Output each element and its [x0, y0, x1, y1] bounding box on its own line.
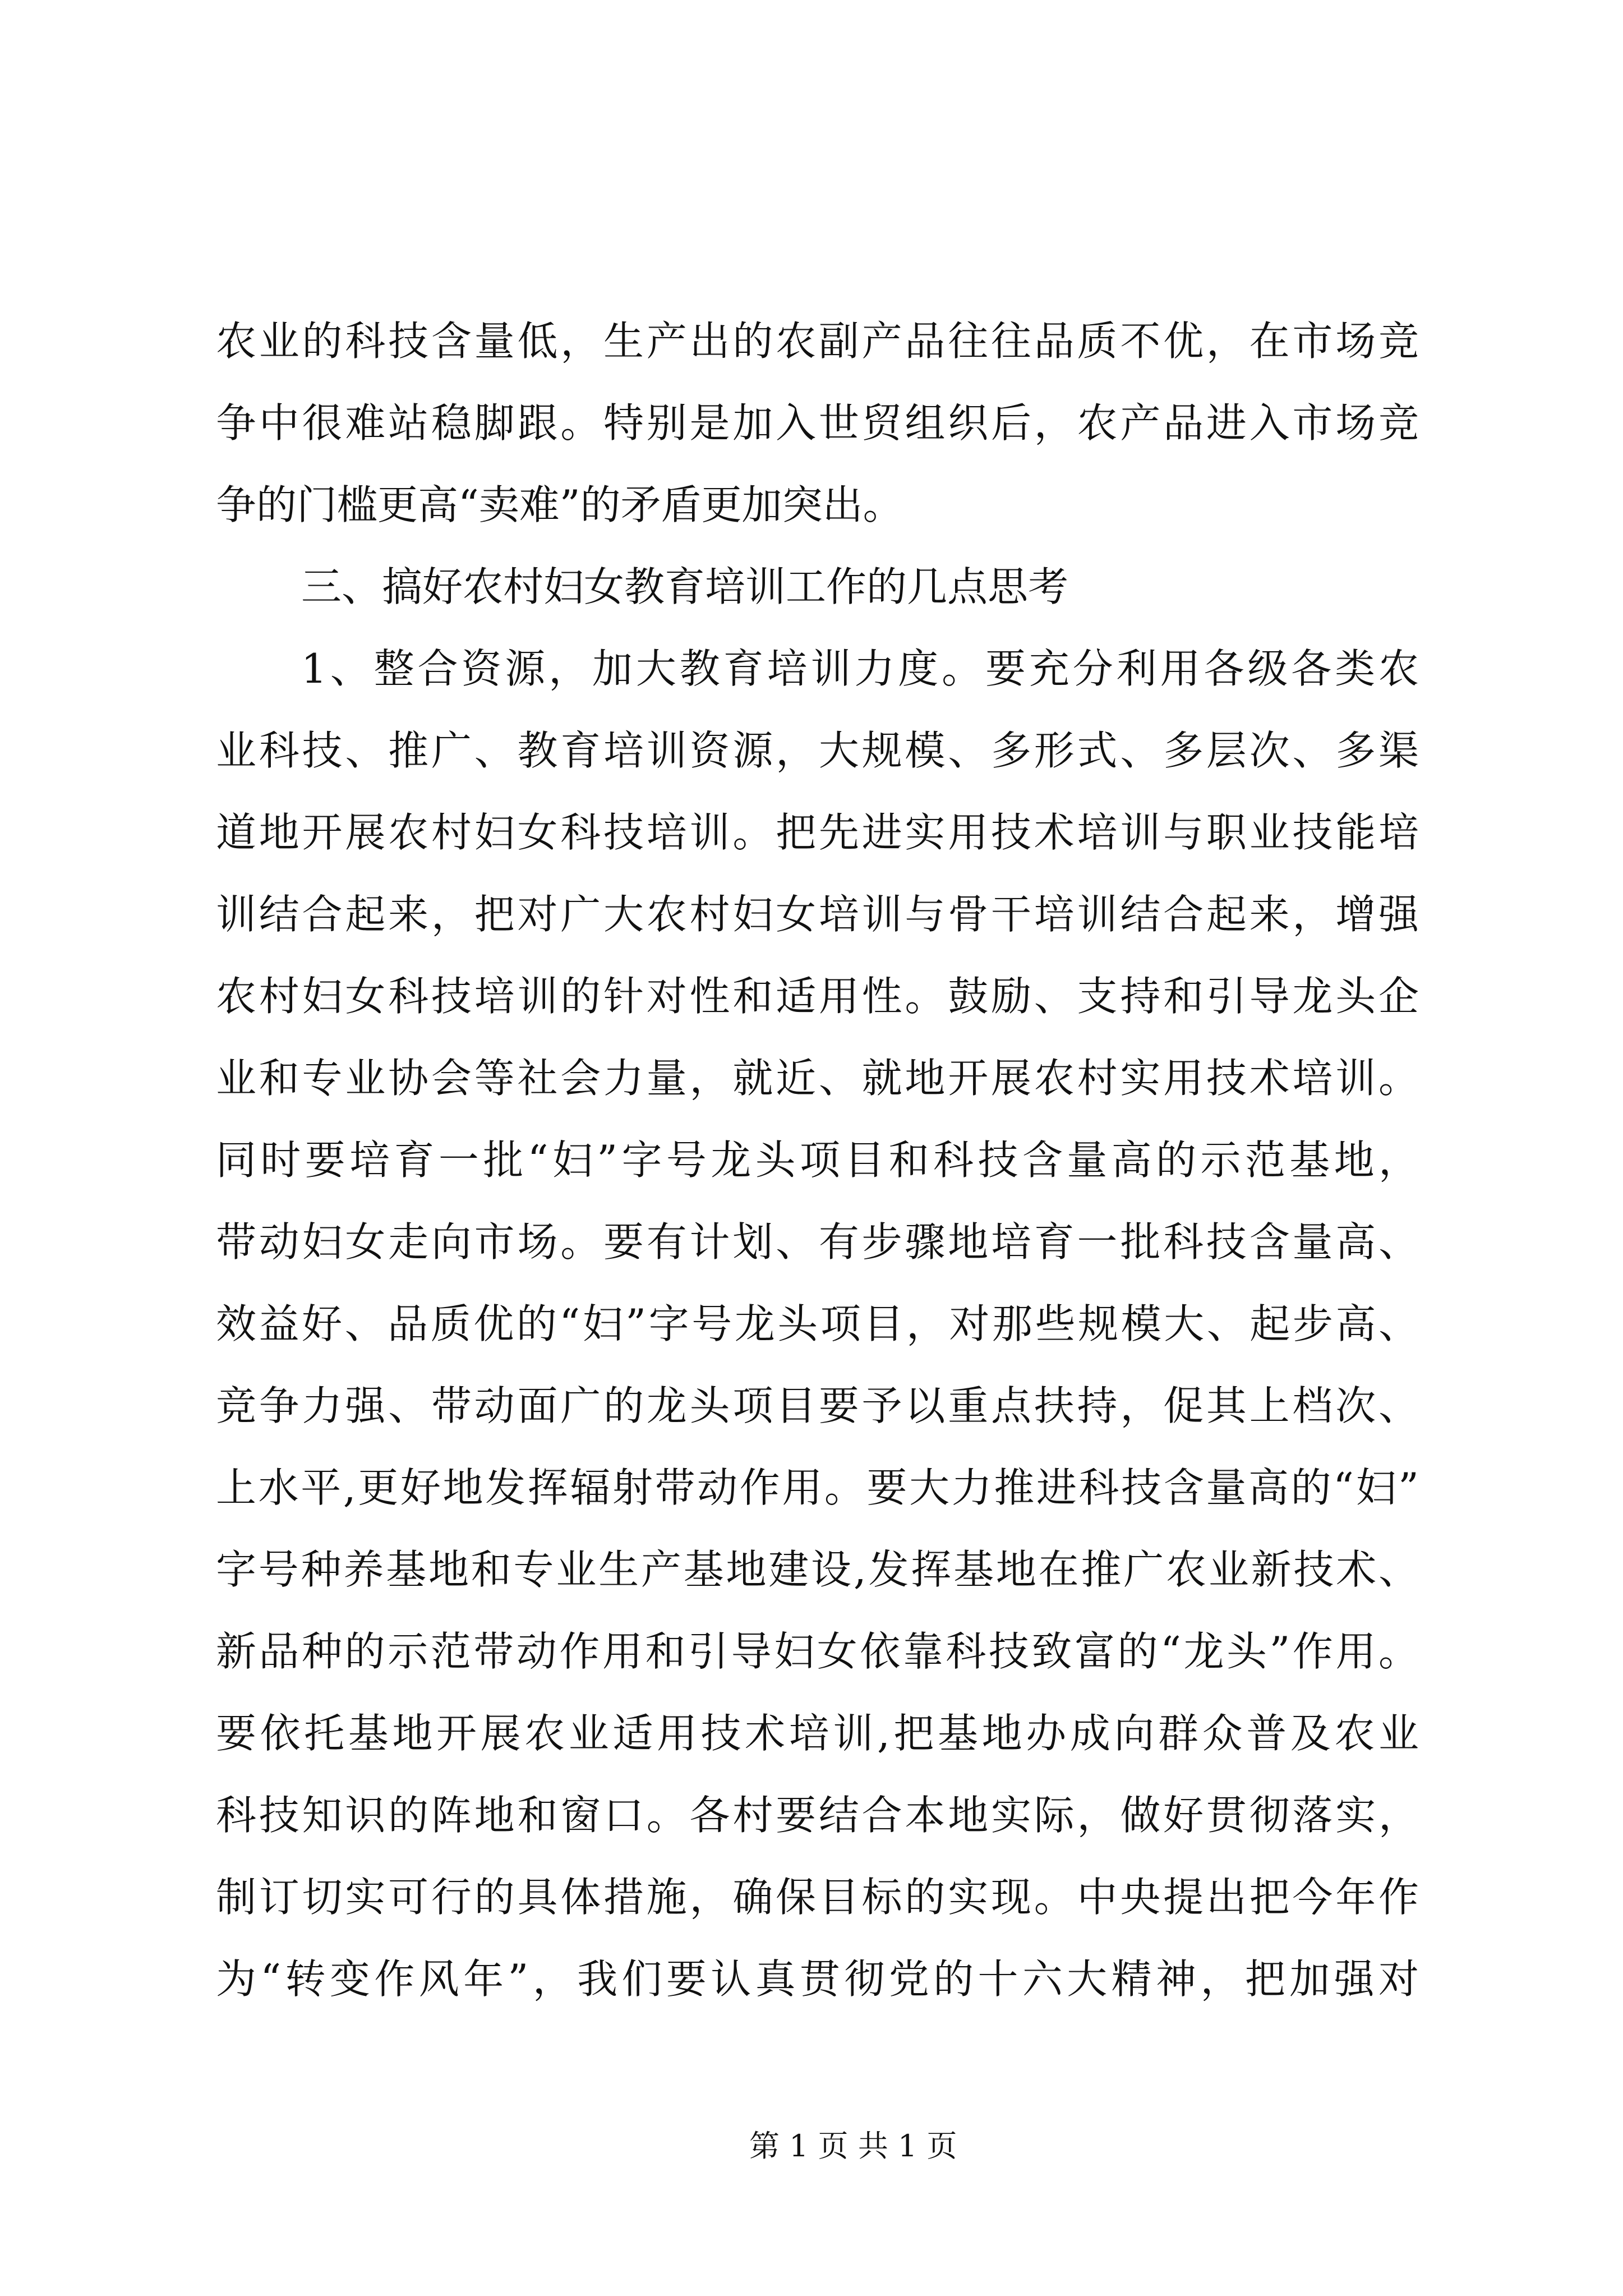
text-line: 要依托基地开展农业适用技术培训,把基地办成向群众普及农业	[216, 1710, 1419, 1757]
text-line: 上水平,更好地发挥辐射带动作用。要大力推进科技含量高的“妇”	[216, 1464, 1419, 1511]
text-line: 农村妇女科技培训的针对性和适用性。鼓励、支持和引导龙头企	[216, 973, 1419, 1020]
text-line: 为“转变作风年”，我们要认真贯彻党的十六大精神，把加强对	[216, 1955, 1419, 2003]
text-line: 业和专业协会等社会力量，就近、就地开展农村实用技术培训。	[216, 1055, 1419, 1102]
text-line: 科技知识的阵地和窗口。各村要结合本地实际，做好贯彻落实，	[216, 1792, 1419, 1839]
text-line: 道地开展农村妇女科技培训。把先进实用技术培训与职业技能培	[216, 809, 1419, 856]
page-number-label: 第 1 页 共 1 页	[749, 2128, 957, 2164]
continuation-paragraph	[216, 300, 1419, 546]
text-line: 带动妇女走向市场。要有计划、有步骤地培育一批科技含量高、	[216, 1218, 1419, 1266]
page-footer	[749, 2124, 957, 2169]
text-line: 业科技、推广、教育培训资源，大规模、多形式、多层次、多渠	[216, 727, 1419, 774]
body-paragraph	[216, 628, 1419, 2020]
text-line: 竞争力强、带动面广的龙头项目要予以重点扶持，促其上档次、	[216, 1382, 1419, 1429]
text-line: 训结合起来，把对广大农村妇女培训与骨干培训结合起来，增强	[216, 891, 1419, 938]
text-line: 争的门槛更高“卖难”的矛盾更加突出。	[216, 481, 903, 528]
text-line: 制订切实可行的具体措施，确保目标的实现。中央提出把今年作	[216, 1874, 1419, 1921]
text-line: 农业的科技含量低，生产出的农副产品往往品质不优，在市场竞	[216, 318, 1419, 365]
text-line: 字号种养基地和专业生产基地建设,发挥基地在推广农业新技术、	[216, 1546, 1419, 1593]
text-line: 新品种的示范带动作用和引导妇女依靠科技致富的“龙头”作用。	[216, 1628, 1419, 1675]
text-line: 效益好、品质优的“妇”字号龙头项目，对那些规模大、起步高、	[216, 1300, 1419, 1347]
document-body	[216, 300, 1419, 2020]
section-heading: 三、搞好农村妇女教育培训工作的几点思考	[301, 563, 1069, 610]
text-line: 同时要培育一批“妇”字号龙头项目和科技含量高的示范基地，	[216, 1137, 1419, 1184]
text-line: 争中很难站稳脚跟。特别是加入世贸组织后，农产品进入市场竞	[216, 399, 1419, 447]
text-line: 1、整合资源，加大教育培训力度。要充分利用各级各类农	[301, 645, 1419, 692]
